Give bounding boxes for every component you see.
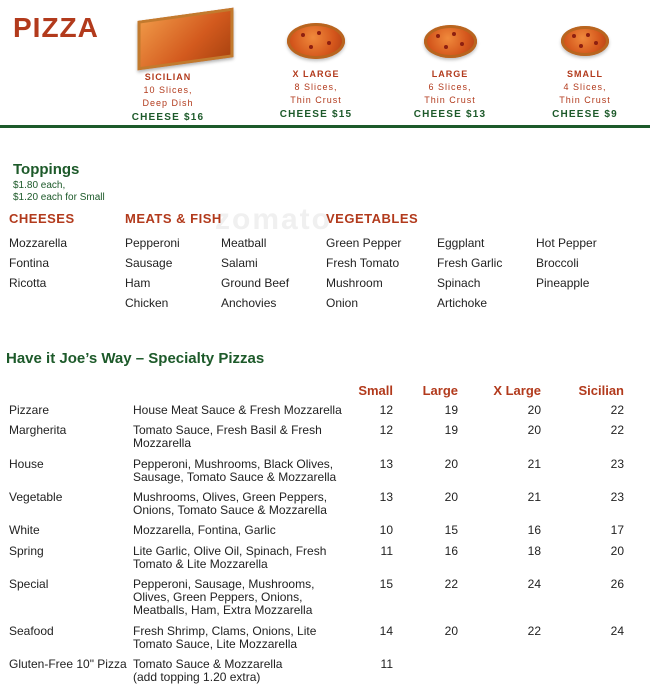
topping-item: Mozzarella xyxy=(9,236,68,250)
description-line: Onions, Tomato Sauce & Mozzarella xyxy=(133,503,327,517)
size-name: X LARGE xyxy=(292,69,340,79)
price-large: 16 xyxy=(444,544,458,558)
size-crust: Thin Crust xyxy=(290,95,342,105)
price-small: 12 xyxy=(379,403,393,417)
size-slices: 10 Slices, xyxy=(143,85,193,95)
column-header-small: Small xyxy=(358,383,393,398)
price-small: 14 xyxy=(379,624,393,638)
column-header-large: Large xyxy=(422,383,458,398)
toppings-price-line: $1.80 each, xyxy=(13,180,66,191)
price-xlarge: 18 xyxy=(527,544,541,558)
pizza-name: Seafood xyxy=(9,624,54,638)
topping-item: Mushroom xyxy=(326,276,383,290)
description-line: Tomato Sauce, Lite Mozzarella xyxy=(133,637,298,651)
page-title: PIZZA xyxy=(13,12,99,43)
toppings-price xyxy=(13,180,105,204)
price-small: 11 xyxy=(380,544,393,558)
price-sicilian: 24 xyxy=(610,624,624,638)
topping-item: Ricotta xyxy=(9,276,47,290)
topping-item: Spinach xyxy=(437,276,481,290)
size-xlarge xyxy=(268,68,364,121)
pizza-name: Special xyxy=(9,577,49,591)
size-name: SICILIAN xyxy=(144,72,192,82)
price-xlarge: 20 xyxy=(527,423,541,437)
description-line: Fresh Shrimp, Clams, Onions, Lite xyxy=(133,624,317,638)
size-slices: 8 Slices, xyxy=(294,82,338,92)
category-meats-fish: MEATS & FISH xyxy=(125,211,222,226)
price-small: 11 xyxy=(380,657,393,671)
specialty-title: Have it Joe’s Way – Specialty Pizzas xyxy=(6,350,265,367)
price-xlarge: 21 xyxy=(527,457,541,471)
price-sicilian: 22 xyxy=(610,423,624,437)
description-line: Meatballs, Ham, Extra Mozzarella xyxy=(133,603,313,617)
size-crust: Thin Crust xyxy=(424,95,476,105)
price-sicilian: 26 xyxy=(610,577,624,591)
topping-item: Green Pepper xyxy=(326,236,402,250)
size-crust: Thin Crust xyxy=(559,95,611,105)
price-sicilian: 23 xyxy=(610,457,624,471)
price-sicilian: 23 xyxy=(610,490,624,504)
size-large xyxy=(402,68,498,121)
topping-item: Pineapple xyxy=(536,276,590,290)
sicilian-pizza-image xyxy=(138,8,234,71)
pizza-description xyxy=(133,458,343,484)
price-sicilian: 20 xyxy=(610,544,624,558)
topping-item: Sausage xyxy=(125,256,173,270)
description-line: Pepperoni, Mushrooms, Black Olives, xyxy=(133,457,334,471)
description-line: Olives, Green Peppers, Onions, xyxy=(133,590,303,604)
column-header-sicilian: Sicilian xyxy=(578,383,624,398)
header-divider xyxy=(0,125,650,128)
topping-item: Anchovies xyxy=(221,296,277,310)
description-line: Tomato Sauce & Mozzarella xyxy=(133,657,283,671)
topping-item: Meatball xyxy=(221,236,267,250)
size-name: LARGE xyxy=(431,69,469,79)
pizza-description xyxy=(133,658,343,684)
watermark: zomato xyxy=(215,203,332,236)
price-xlarge: 22 xyxy=(527,624,541,638)
size-crust: Deep Dish xyxy=(142,98,194,108)
price-small: 10 xyxy=(379,523,393,537)
pizza-description xyxy=(133,578,343,617)
description-line: Mozzarella xyxy=(133,436,192,450)
price-large: 20 xyxy=(444,490,458,504)
description-line: Sausage, Tomato Sauce & Mozzarella xyxy=(133,470,337,484)
pizza-name: Margherita xyxy=(9,423,67,437)
price-large: 22 xyxy=(444,577,458,591)
topping-item: Eggplant xyxy=(437,236,485,250)
toppings-title: Toppings xyxy=(13,161,80,178)
price-xlarge: 24 xyxy=(527,577,541,591)
pizza-name: Gluten-Free 10" Pizza xyxy=(9,657,127,671)
pizza-description xyxy=(133,625,343,651)
topping-item: Pepperoni xyxy=(125,236,180,250)
description-line: (add topping 1.20 extra) xyxy=(133,670,261,684)
topping-item: Ground Beef xyxy=(221,276,290,290)
pizza-description xyxy=(133,545,343,571)
price-small: 13 xyxy=(379,457,393,471)
price-large: 19 xyxy=(444,403,458,417)
xlarge-pizza-image xyxy=(287,23,345,59)
size-slices: 4 Slices, xyxy=(563,82,607,92)
topping-item: Hot Pepper xyxy=(536,236,597,250)
size-small xyxy=(537,68,633,121)
pizza-name: House xyxy=(9,457,44,471)
topping-item: Fontina xyxy=(9,256,50,270)
small-pizza-image xyxy=(561,26,609,56)
topping-item: Fresh Tomato xyxy=(326,256,400,270)
toppings-price-line: $1.20 each for Small xyxy=(13,192,105,203)
size-sicilian xyxy=(118,71,218,124)
description-line: House Meat Sauce & Fresh Mozzarella xyxy=(133,403,342,417)
price-large: 20 xyxy=(444,624,458,638)
topping-item: Broccoli xyxy=(536,256,579,270)
pizza-description xyxy=(133,524,343,537)
size-price: CHEESE $9 xyxy=(552,109,618,120)
topping-item: Fresh Garlic xyxy=(437,256,503,270)
pizza-name: White xyxy=(9,523,40,537)
price-sicilian: 22 xyxy=(610,403,624,417)
price-small: 12 xyxy=(379,423,393,437)
description-line: Pepperoni, Sausage, Mushrooms, xyxy=(133,577,315,591)
pizza-name: Spring xyxy=(9,544,44,558)
description-line: Mushrooms, Olives, Green Peppers, xyxy=(133,490,328,504)
price-xlarge: 16 xyxy=(527,523,541,537)
topping-item: Artichoke xyxy=(437,296,488,310)
size-slices: 6 Slices, xyxy=(428,82,472,92)
size-price: CHEESE $16 xyxy=(131,112,205,123)
description-line: Lite Garlic, Olive Oil, Spinach, Fresh xyxy=(133,544,327,558)
price-large: 20 xyxy=(444,457,458,471)
size-price: CHEESE $13 xyxy=(413,109,487,120)
pizza-name: Pizzare xyxy=(9,403,50,417)
topping-item: Chicken xyxy=(125,296,169,310)
pizza-description xyxy=(133,491,343,517)
topping-item: Onion xyxy=(326,296,359,310)
topping-item: Ham xyxy=(125,276,151,290)
category-cheeses: CHEESES xyxy=(9,211,75,226)
column-header-xlarge: X Large xyxy=(493,383,541,398)
price-large: 19 xyxy=(444,423,458,437)
price-xlarge: 20 xyxy=(527,403,541,417)
price-sicilian: 17 xyxy=(610,523,624,537)
description-line: Tomato & Lite Mozzarella xyxy=(133,557,268,571)
price-xlarge: 21 xyxy=(527,490,541,504)
price-small: 15 xyxy=(379,577,393,591)
price-large: 15 xyxy=(444,523,458,537)
size-name: SMALL xyxy=(567,69,603,79)
pizza-description xyxy=(133,424,343,450)
size-price: CHEESE $15 xyxy=(279,109,353,120)
large-pizza-image xyxy=(424,25,477,58)
pizza-name: Vegetable xyxy=(9,490,63,504)
description-line: Mozzarella, Fontina, Garlic xyxy=(133,523,276,537)
description-line: Tomato Sauce, Fresh Basil & Fresh xyxy=(133,423,322,437)
pizza-description xyxy=(133,404,343,417)
topping-item: Salami xyxy=(221,256,258,270)
price-small: 13 xyxy=(379,490,393,504)
category-vegetables: VEGETABLES xyxy=(326,211,419,226)
